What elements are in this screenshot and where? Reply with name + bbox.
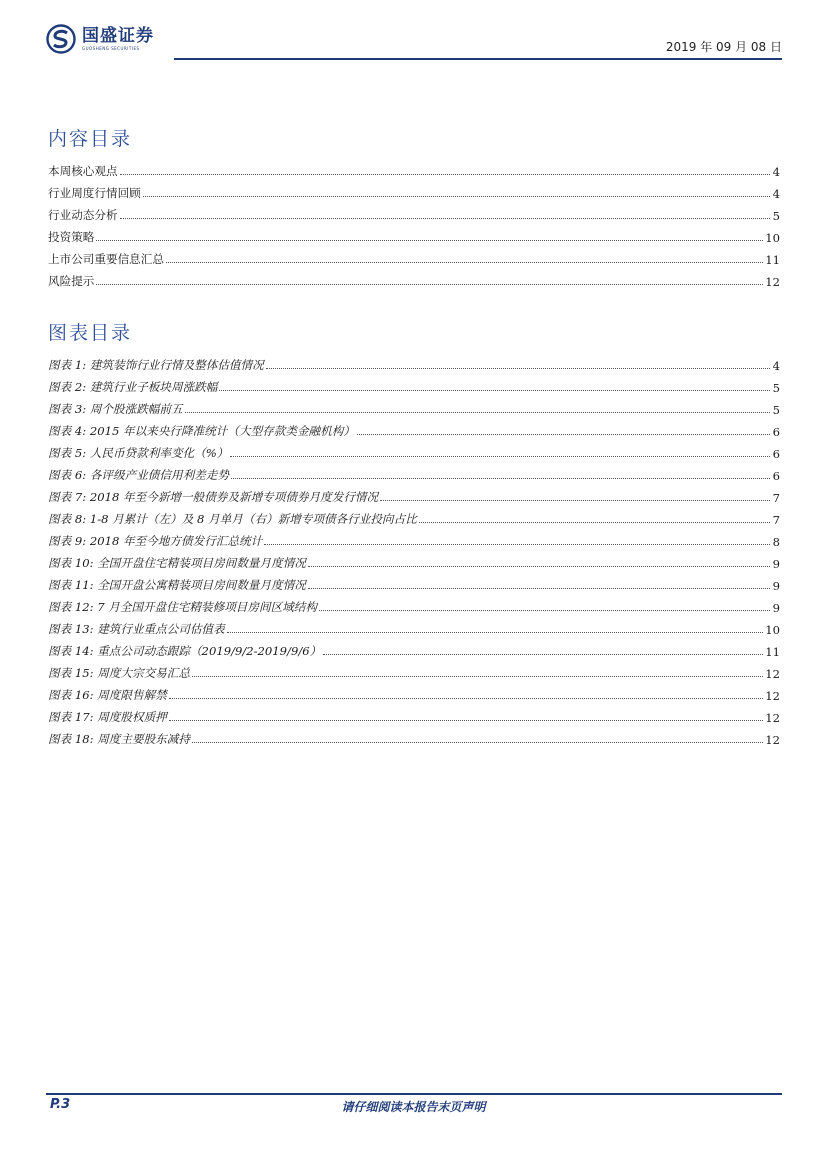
figure-entry[interactable] [48,571,780,593]
figure-entry[interactable] [48,395,780,417]
toc-entry-label: 风险提示 [48,274,95,288]
figure-entry[interactable] [48,659,780,681]
toc-entry-label: 行业周度行情回顾 [48,186,141,200]
toc-entry-page: 12 [765,275,780,289]
header-divider [174,58,782,60]
toc-entry[interactable] [48,179,780,201]
dot-leader [230,456,770,457]
toc-entry-label: 本周核心观点 [48,164,118,178]
figure-entry[interactable] [48,373,780,395]
figure-entry[interactable] [48,505,780,527]
figure-entry[interactable] [48,439,780,461]
toc-entry[interactable] [48,267,780,289]
toc-entry-page: 4 [772,187,780,201]
figure-entry[interactable] [48,637,780,659]
footer-divider [46,1093,782,1095]
figure-entry-label: 图表 8: 1-8 月累计（左）及 8 月单月（右）新增专项债各行业投向占比 [48,512,417,526]
figure-entry[interactable] [48,483,780,505]
figure-entry-page: 9 [772,557,780,571]
figure-entry[interactable] [48,593,780,615]
figure-entry[interactable] [48,417,780,439]
toc-entry[interactable] [48,245,780,267]
dot-leader [227,632,763,633]
figure-entry-page: 4 [772,359,780,373]
dot-leader [231,478,770,479]
dot-leader [185,412,770,413]
figure-entry-page: 12 [765,733,780,747]
figure-entry-page: 5 [772,403,780,417]
figure-entry-page: 8 [772,535,780,549]
company-logo [46,24,154,54]
dot-leader [419,522,770,523]
company-sub-name: GUOSHENG SECURITIES [82,46,140,51]
figure-entry-page: 7 [772,513,780,527]
figure-entry-label: 图表 17: 周度股权质押 [48,710,167,724]
figure-entry-label: 图表 10: 全国开盘住宅精装项目房间数量月度情况 [48,556,306,570]
toc-entry-label: 行业动态分析 [48,208,118,222]
figure-entry-label: 图表 2: 建筑行业子板块周涨跌幅 [48,380,218,394]
figure-entry-label: 图表 13: 建筑行业重点公司估值表 [48,622,225,636]
dot-leader [323,654,763,655]
dot-leader [192,742,763,743]
page-number: P.3 [50,1097,71,1112]
dot-leader [169,720,763,721]
dot-leader [96,284,763,285]
dot-leader [166,262,763,263]
toc-entry-page: 4 [772,165,780,179]
figure-entry-page: 7 [772,491,780,505]
figure-entry-label: 图表 6: 各评级产业债信用利差走势 [48,468,229,482]
figure-entry-label: 图表 11: 全国开盘公寓精装项目房间数量月度情况 [48,578,306,592]
figure-entry-label: 图表 7: 2018 年至今新增一般债券及新增专项债券月度发行情况 [48,490,379,504]
figure-entry-page: 6 [772,447,780,461]
figure-entry-page: 9 [772,601,780,615]
toc-entry[interactable] [48,157,780,179]
figure-entry[interactable] [48,549,780,571]
footer-disclaimer: 请仔细阅读本报告末页声明 [341,1100,486,1114]
toc-entry-page: 11 [765,253,780,267]
figures-title: 图表目录 [48,322,133,344]
figure-entry[interactable] [48,615,780,637]
dot-leader [264,544,770,545]
dot-leader [120,174,770,175]
figure-entry-page: 10 [765,623,780,637]
figures-list [48,351,780,747]
figure-entry-page: 5 [772,381,780,395]
dot-leader [169,698,763,699]
dot-leader [308,566,770,567]
toc-entry-page: 10 [765,231,780,245]
dot-leader [308,588,770,589]
figure-entry-label: 图表 16: 周度限售解禁 [48,688,167,702]
figure-entry-label: 图表 3: 周个股涨跌幅前五 [48,402,183,416]
dot-leader [319,610,770,611]
figure-entry-label: 图表 1: 建筑装饰行业行情及整体估值情况 [48,358,264,372]
dot-leader [192,676,763,677]
report-date: 2019 年 09 月 08 日 [665,40,782,54]
toc-list [48,157,780,289]
dot-leader [120,218,770,219]
figure-entry-page: 6 [772,425,780,439]
figure-entry[interactable] [48,527,780,549]
figure-entry-page: 6 [772,469,780,483]
toc-entry-label: 上市公司重要信息汇总 [48,252,164,266]
figure-entry-page: 12 [765,689,780,703]
figure-entry[interactable] [48,725,780,747]
figure-entry-label: 图表 18: 周度主要股东减持 [48,732,190,746]
company-name: 国盛证券 [82,26,154,46]
figure-entry[interactable] [48,703,780,725]
toc-entry[interactable] [48,201,780,223]
dot-leader [219,390,770,391]
figure-entry-page: 9 [772,579,780,593]
dot-leader [143,196,770,197]
figure-entry-page: 12 [765,667,780,681]
figure-entry-label: 图表 5: 人民币贷款利率变化（%） [48,446,229,460]
guosheng-logo-icon [46,24,76,54]
toc-entry-page: 5 [772,209,780,223]
dot-leader [357,434,770,435]
figure-entry-label: 图表 9: 2018 年至今地方债发行汇总统计 [48,534,263,548]
dot-leader [266,368,770,369]
figure-entry[interactable] [48,461,780,483]
figure-entry[interactable] [48,681,780,703]
page-header [46,22,782,62]
figure-entry-label: 图表 12: 7 月全国开盘住宅精装修项目房间区域结构 [48,600,317,614]
figure-entry-page: 12 [765,711,780,725]
figure-entry-page: 11 [765,645,780,659]
figure-entry-label: 图表 15: 周度大宗交易汇总 [48,666,190,680]
dot-leader [380,500,770,501]
toc-entry[interactable] [48,223,780,245]
figure-entry-label: 图表 4: 2015 年以来央行降准统计（大型存款类金融机构） [48,424,355,438]
dot-leader [96,240,763,241]
toc-title: 内容目录 [48,128,133,150]
figure-entry[interactable] [48,351,780,373]
figure-entry-label: 图表 14: 重点公司动态跟踪（2019/9/2-2019/9/6） [48,644,322,658]
toc-entry-label: 投资策略 [48,230,95,244]
